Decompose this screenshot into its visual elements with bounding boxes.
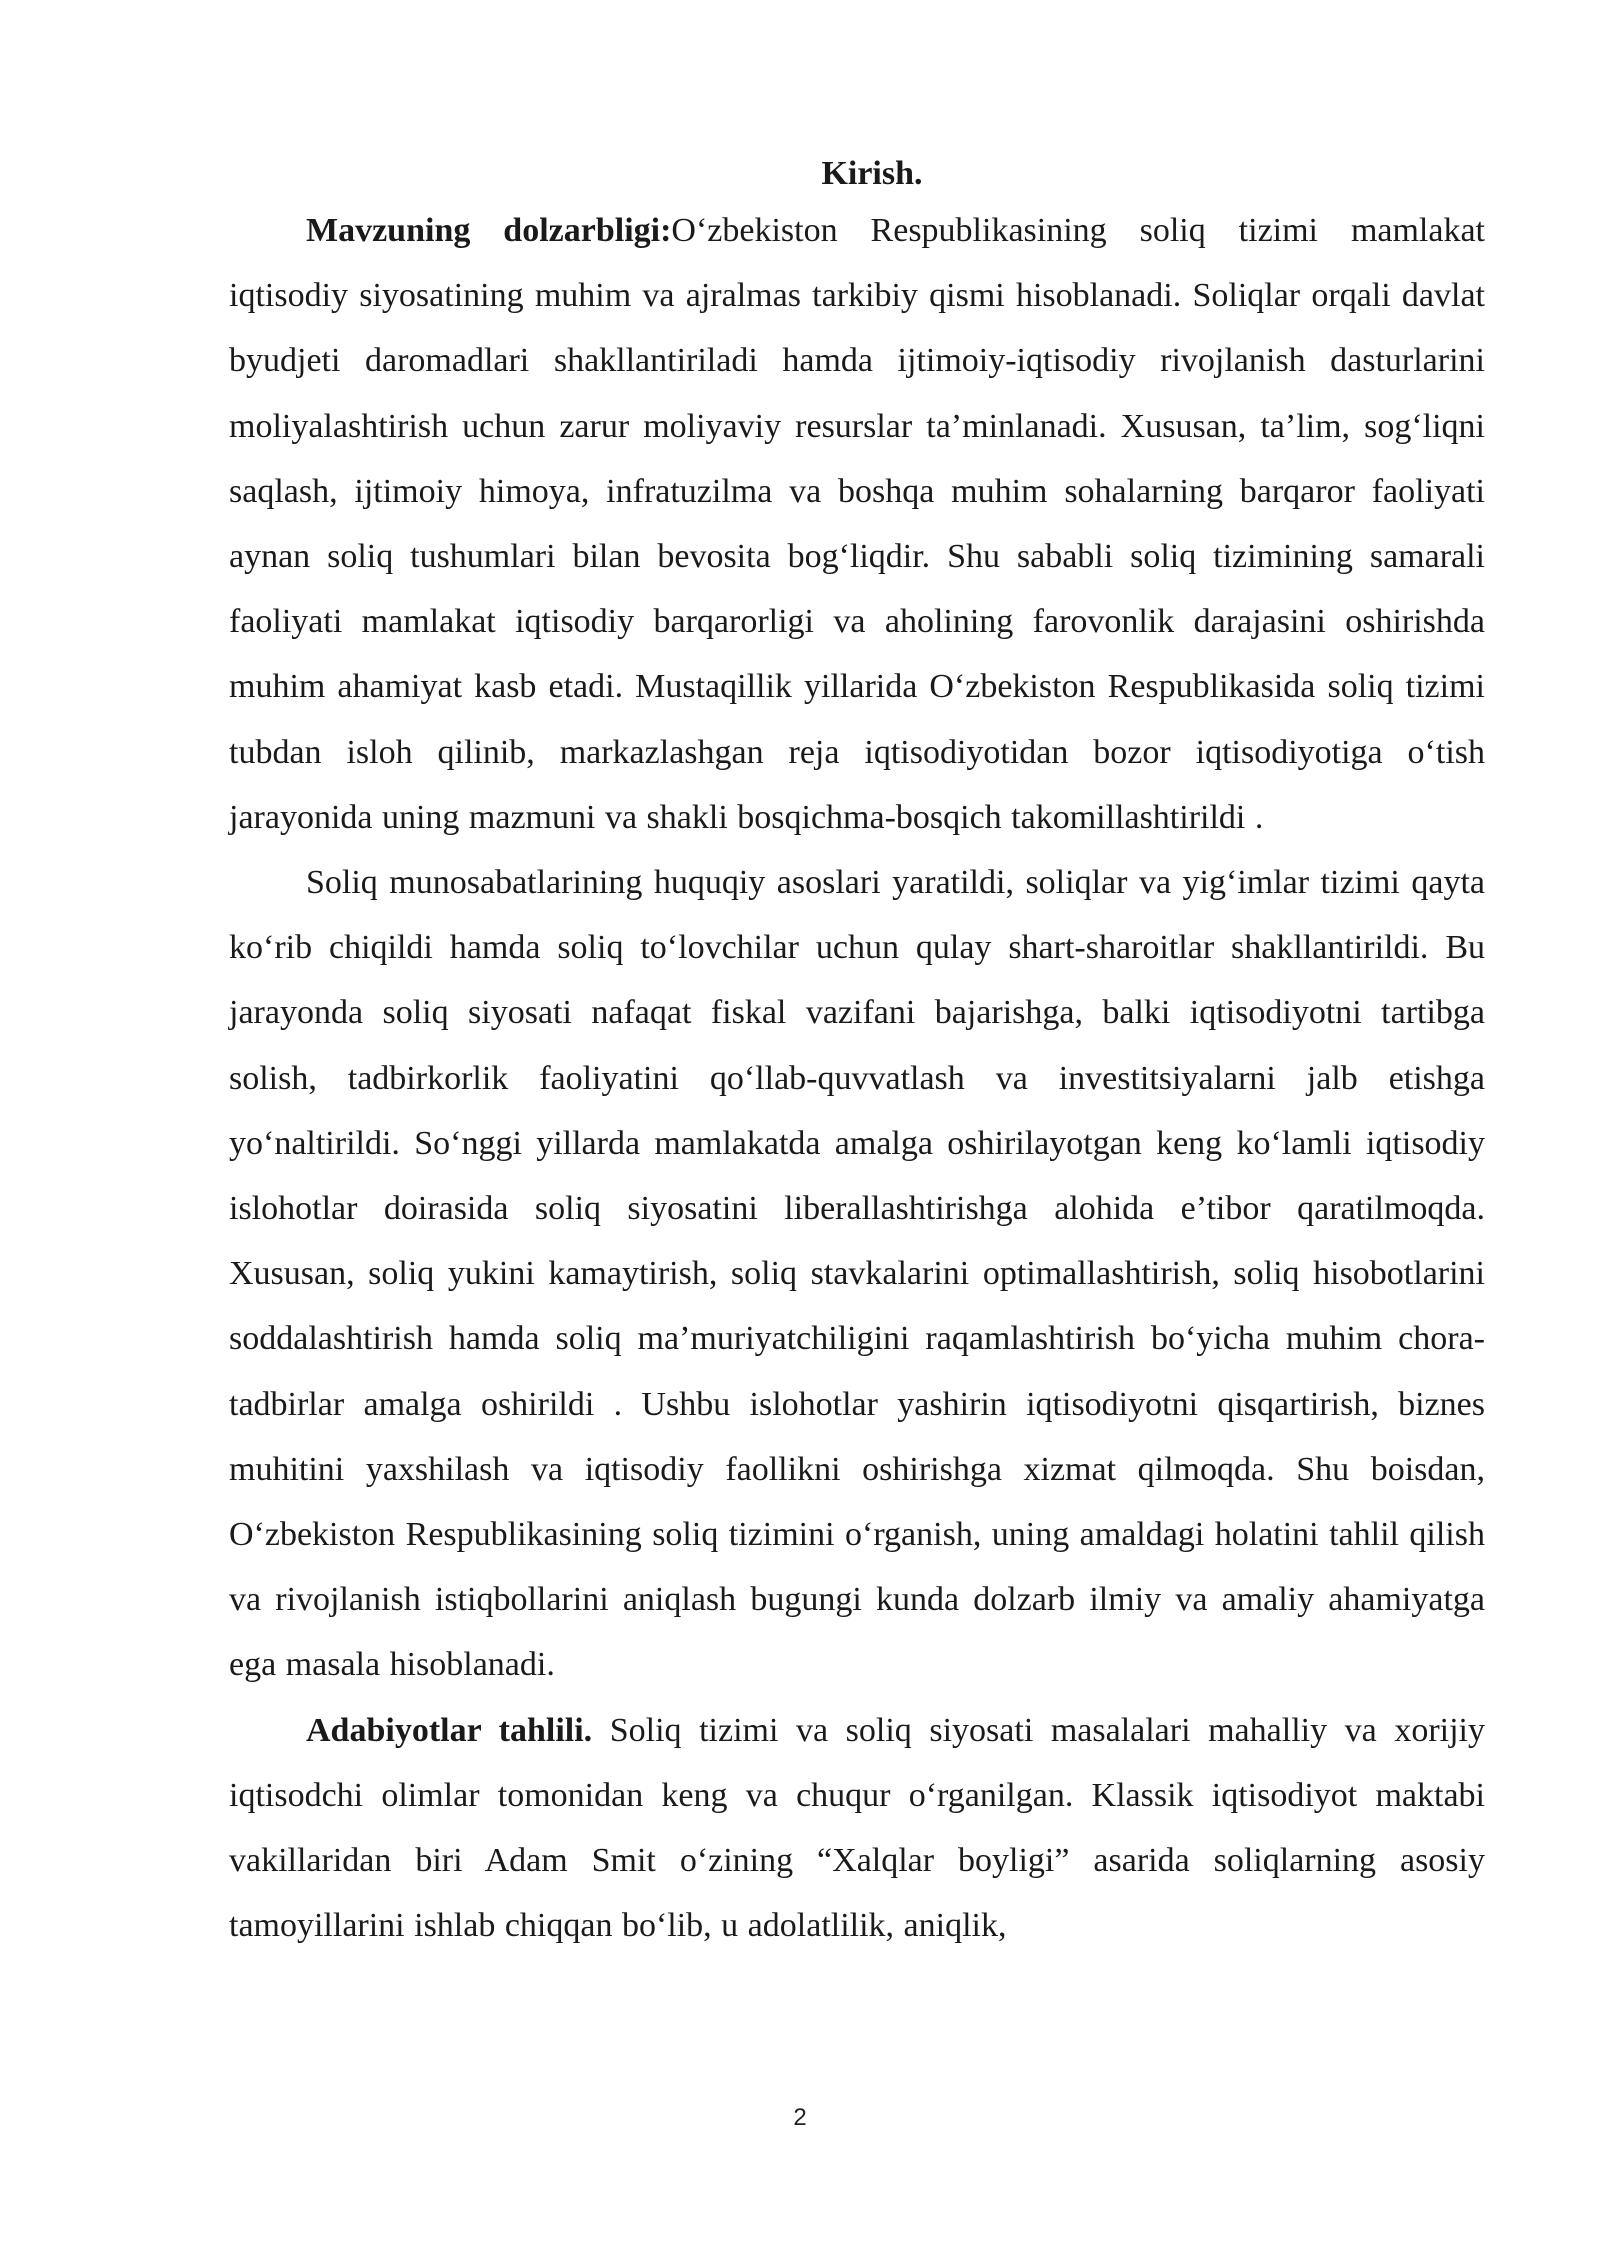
paragraph-lead: Mavzuning dolzarbligi: — [306, 212, 672, 249]
paragraph-text: Soliq tizimi va soliq siyosati masalalari mahalliy va xorijiy iqtisodchi olimlar tomonidan keng va chuqur o‘rganilgan. Klassik iqtisodiyot maktabi vakillaridan biri Adam Smit o‘zining “Xalqlar boyligi” asarida soliqlarning asosiy tamoyillarini ishlab chiqqan bo‘lib, u adolatlilik, aniqlik, — [229, 1711, 1485, 1945]
document-page — [229, 150, 1485, 1958]
section-title: Kirish. — [821, 155, 923, 192]
paragraph-literature-review — [229, 1698, 1485, 1959]
paragraph-relevance — [229, 198, 1485, 850]
page-number: 2 — [793, 2104, 807, 2131]
paragraph-text: Soliq munosabatlarining huquqiy asoslari yaratildi, soliqlar va yig‘imlar tizimi qayta ko‘rib chiqildi hamda soliq to‘lovchilar uchun qulay shart-sharoitlar shakllantirildi. Bu jarayonda soliq siyosati nafaqat fiskal vazifani bajarishga, balki iqtisodiyotni tartibga solish, tadbirkorlik faoliyatini qo‘llab-quvvatlash va investitsiyalarni jalb etishga yo‘naltirildi. So‘nggi yillarda mamlakatda amalga oshirilayotgan keng ko‘lamli iqtisodiy islohotlar doirasida soliq siyosatini liberallashtirishga alohida e’tibor qaratilmoqda. Xususan, soliq yukini kamaytirish, soliq stavkalarini optimallashtirish, soliq hisobotlarini soddalashtirish hamda soliq ma’muriyatchiligini raqamlashtirish bo‘yicha muhim chora-tadbirlar amalga oshirildi . Ushbu islohotlar yashirin iqtisodiyotni qisqartirish, biznes muhitini yaxshilash va iqtisodiy faollikni oshirishga xizmat qilmoqda. Shu boisdan, O‘zbekiston Respublikasining soliq tizimini o‘rganish, uning amaldagi holatini tahlil qilish va rivojlanish istiqbollarini aniqlash bugungi kunda dolzarb ilmiy va amaliy ahamiyatga ega masala hisoblanadi. — [229, 864, 1485, 1684]
paragraph-lead: Adabiyotlar tahlili. — [306, 1711, 593, 1749]
paragraph-reforms — [229, 850, 1485, 1698]
paragraph-text: O‘zbekiston Respublikasining soliq tizimi mamlakat iqtisodiy siyosatining muhim va ajralmas tarkibiy qismi hisoblanadi. Soliqlar orqali davlat byudjeti daromadlari shakllantiriladi hamda ijtimoiy-iqtisodiy rivojlanish dasturlarini moliyalashtirish uchun zarur moliyaviy resurslar ta’minlanadi. Xususan, ta’lim, sog‘liqni saqlash, ijtimoiy himoya, infratuzilma va boshqa muhim sohalarning barqaror faoliyati aynan soliq tushumlari bilan bevosita bog‘liqdir. Shu sababli soliq tizimining samarali faoliyati mamlakat iqtisodiy barqarorligi va aholining farovonlik darajasini oshirishda muhim ahamiyat kasb etadi. Mustaqillik yillarida O‘zbekiston Respublikasida soliq tizimi tubdan isloh qilinib, markazlashgan reja iqtisodiyotidan bozor iqtisodiyotiga o‘tish jarayonida uning mazmuni va shakli bosqichma-bosqich takomillashtirildi . — [229, 212, 1486, 836]
